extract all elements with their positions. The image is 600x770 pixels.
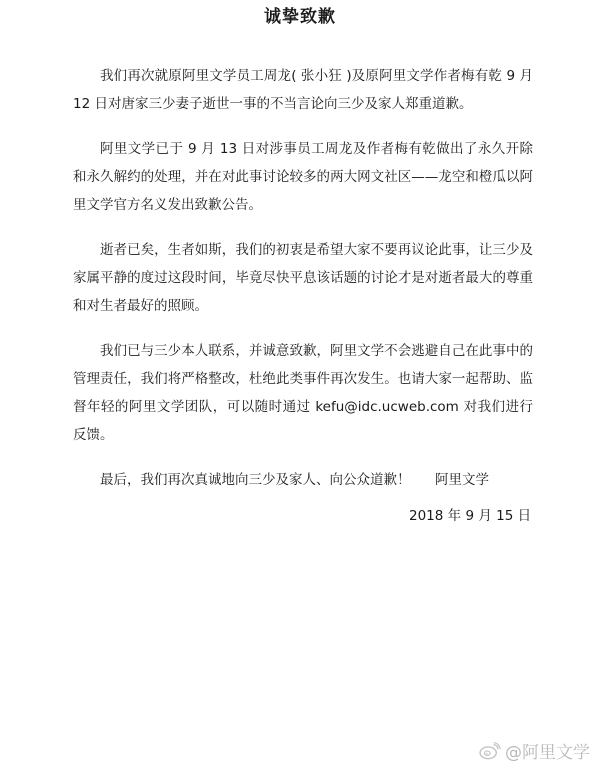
document-title: 诚挚致歉 xyxy=(264,7,336,27)
document-body xyxy=(73,62,533,511)
watermark-handle: @阿里文学 xyxy=(505,743,590,763)
signature-date: 2018 年 9 月 15 日 xyxy=(409,508,532,524)
paragraph-contact: 我们已与三少本人联系，并诚意致歉，阿里文学不会逃避自己在此事中的管理责任，我们将严格整改，杜绝此类事件再次发生。也请大家一起帮助、监督年轻的阿里文学团队，可以随时通过 kefu@idc.ucweb.com 对我们进行反馈。 xyxy=(73,343,533,443)
weibo-icon xyxy=(479,742,501,760)
paragraph-action-taken: 阿里文学已于 9 月 13 日对涉事员工周龙及作者梅有乾做出了永久开除和永久解约的处理，并在对此事讨论较多的两大网文社区——龙空和橙瓜以阿里文学官方名义发出致歉公告。 xyxy=(73,141,533,213)
weibo-watermark xyxy=(479,738,590,763)
paragraph-closing: 最后，我们再次真诚地向三少及家人、向公众道歉！ xyxy=(100,472,411,488)
paragraph-intention: 逝者已矣，生者如斯，我们的初衷是希望大家不要再议论此事，让三少及家属平静的度过这段时间，毕竟尽快平息该话题的讨论才是对逝者最大的尊重和对生者最好的照顾。 xyxy=(73,242,533,314)
signature-organization: 阿里文学 xyxy=(435,472,489,488)
paragraph-apology: 我们再次就原阿里文学员工周龙( 张小狂 )及原阿里文学作者梅有乾 9 月 12 日对唐家三少妻子逝世一事的不当言论向三少及家人郑重道歉。 xyxy=(73,68,533,112)
